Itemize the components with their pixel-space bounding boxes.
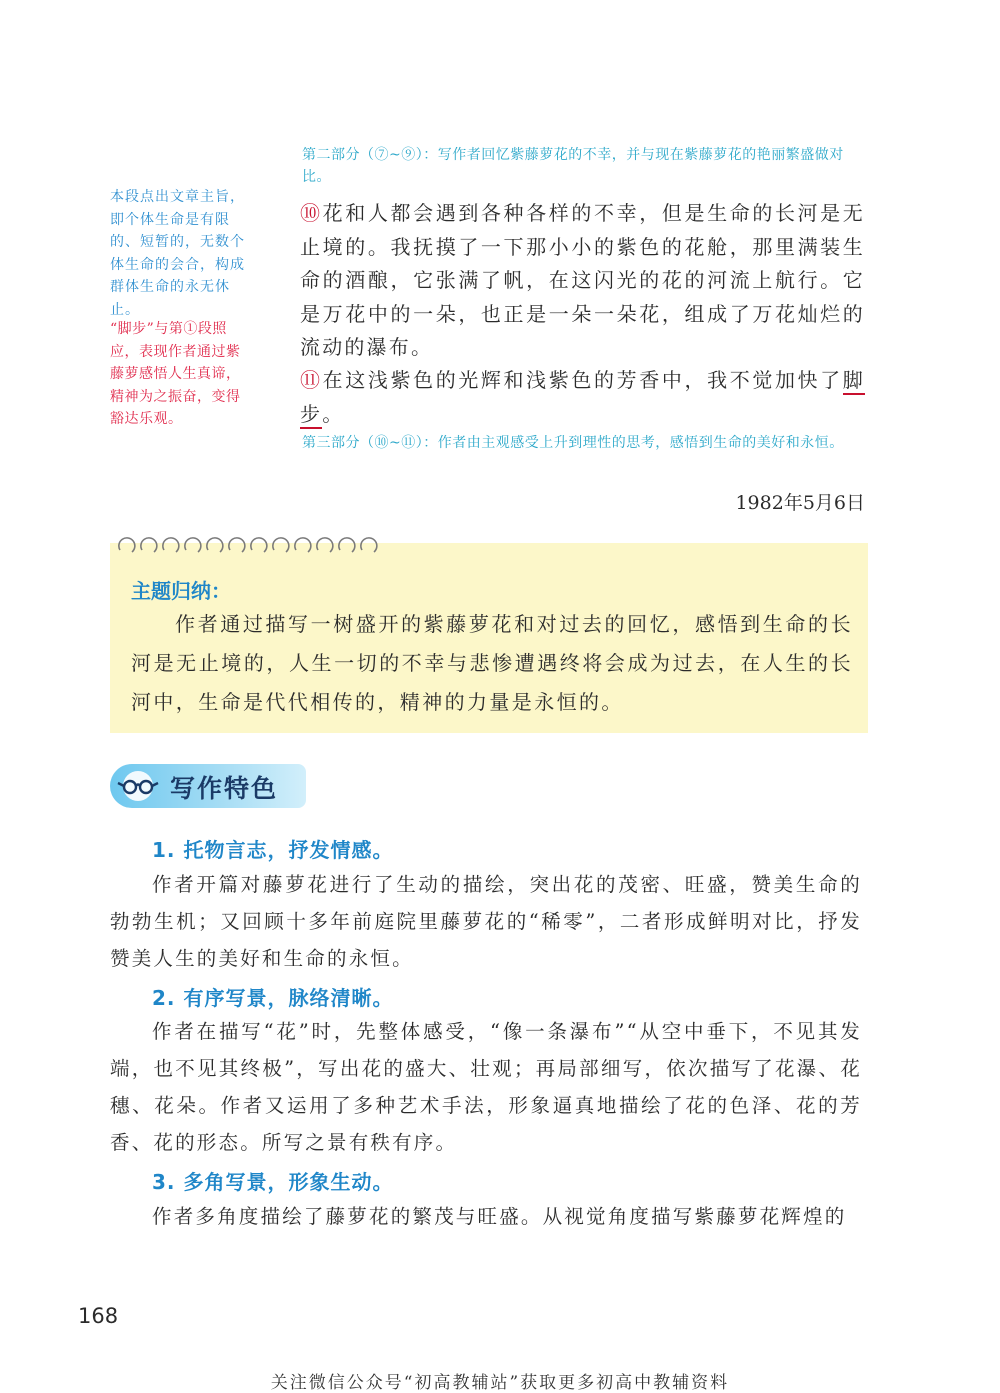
paragraph-11-end: 。 [322, 401, 345, 426]
glasses-icon [114, 770, 162, 802]
part-two-annotation: 第二部分（⑦~⑨）：写作者回忆紫藤萝花的不幸，并与现在紫藤萝花的艳丽繁盛做对比。 [302, 147, 844, 185]
paragraph-10 [300, 197, 865, 365]
page-number: 168 [78, 1304, 119, 1328]
paragraph-10-text: 花和人都会遇到各种各样的不幸，但是生命的长河是无止境的。我抚摸了一下那小小的紫色的花舱，那里满装生命的酒酿，它张满了帆，在这闪光的花的河流上航行。它是万花中的一朵，也正是一朵一朵花，组成了万花灿烂的流动的瀑布。 [300, 201, 865, 359]
feature-3-body: 作者多角度描绘了藤萝花的繁茂与旺盛。从视觉角度描写紫藤萝花辉煌的 [152, 1205, 847, 1228]
feature-3-title: 3. 多角写景，形象生动。 [152, 1170, 394, 1194]
theme-text: 作者通过描写一树盛开的紫藤萝花和对过去的回忆，感悟到生命的长河是无止境的，人生一切的不幸与悲惨遭遇终将会成为过去，在人生的长河中，生命是代代相传的，精神的力量是永恒的。 [131, 612, 853, 714]
margin-note-footsteps: “脚步”与第①段照应，表现作者通过紫藤萝感悟人生真谛，精神为之振奋，变得豁达乐观。 [110, 321, 241, 427]
feature-2-body: 作者在描写“花”时，先整体感受，“像一条瀑布”“从空中垂下，不见其发端，也不见其终极”，写出花的盛大、壮观；再局部细写，依次描写了花瀑、花穗、花朵。作者又运用了多种艺术手法，形象逼真地描绘了花的色泽、花的芳香、花的形态。所写之景有秩有序。 [110, 1020, 862, 1154]
paragraph-number-11: ⑪ [300, 368, 323, 392]
section-title: 写作特色 [170, 774, 279, 803]
spiral-binding-icon [116, 530, 396, 558]
part-three-annotation: 第三部分（⑩~⑪）：作者由主观感受上升到理性的思考，感悟到生命的美好和永恒。 [302, 435, 844, 451]
feature-1-body: 作者开篇对藤萝花进行了生动的描绘，突出花的茂密、旺盛，赞美生命的勃勃生机；又回顾十多年前庭院里藤萝花的“稀零”，二者形成鲜明对比，抒发赞美人生的美好和生命的永恒。 [110, 873, 862, 970]
paragraph-11 [300, 364, 865, 431]
date-line: 1982年5月6日 [735, 492, 865, 514]
paragraph-11-text: 在这浅紫色的光辉和浅紫色的芳香中，我不觉加快了 [322, 368, 843, 392]
feature-1-title: 1. 托物言志，抒发情感。 [152, 838, 394, 862]
feature-2-title: 2. 有序写景，脉络清晰。 [152, 986, 394, 1010]
margin-note-main-idea: 本段点出文章主旨，即个体生命是有限的、短暂的，无数个体生命的会合，构成群体生命的永无休止。 [110, 189, 245, 318]
footer-watermark-text: 关注微信公众号“初高教辅站”获取更多初高中教辅资料 [270, 1373, 730, 1393]
footsteps-underlined: 脚步 [300, 368, 865, 429]
theme-title: 主题归纳： [131, 579, 231, 603]
paragraph-number-10: ⑩ [300, 201, 323, 225]
